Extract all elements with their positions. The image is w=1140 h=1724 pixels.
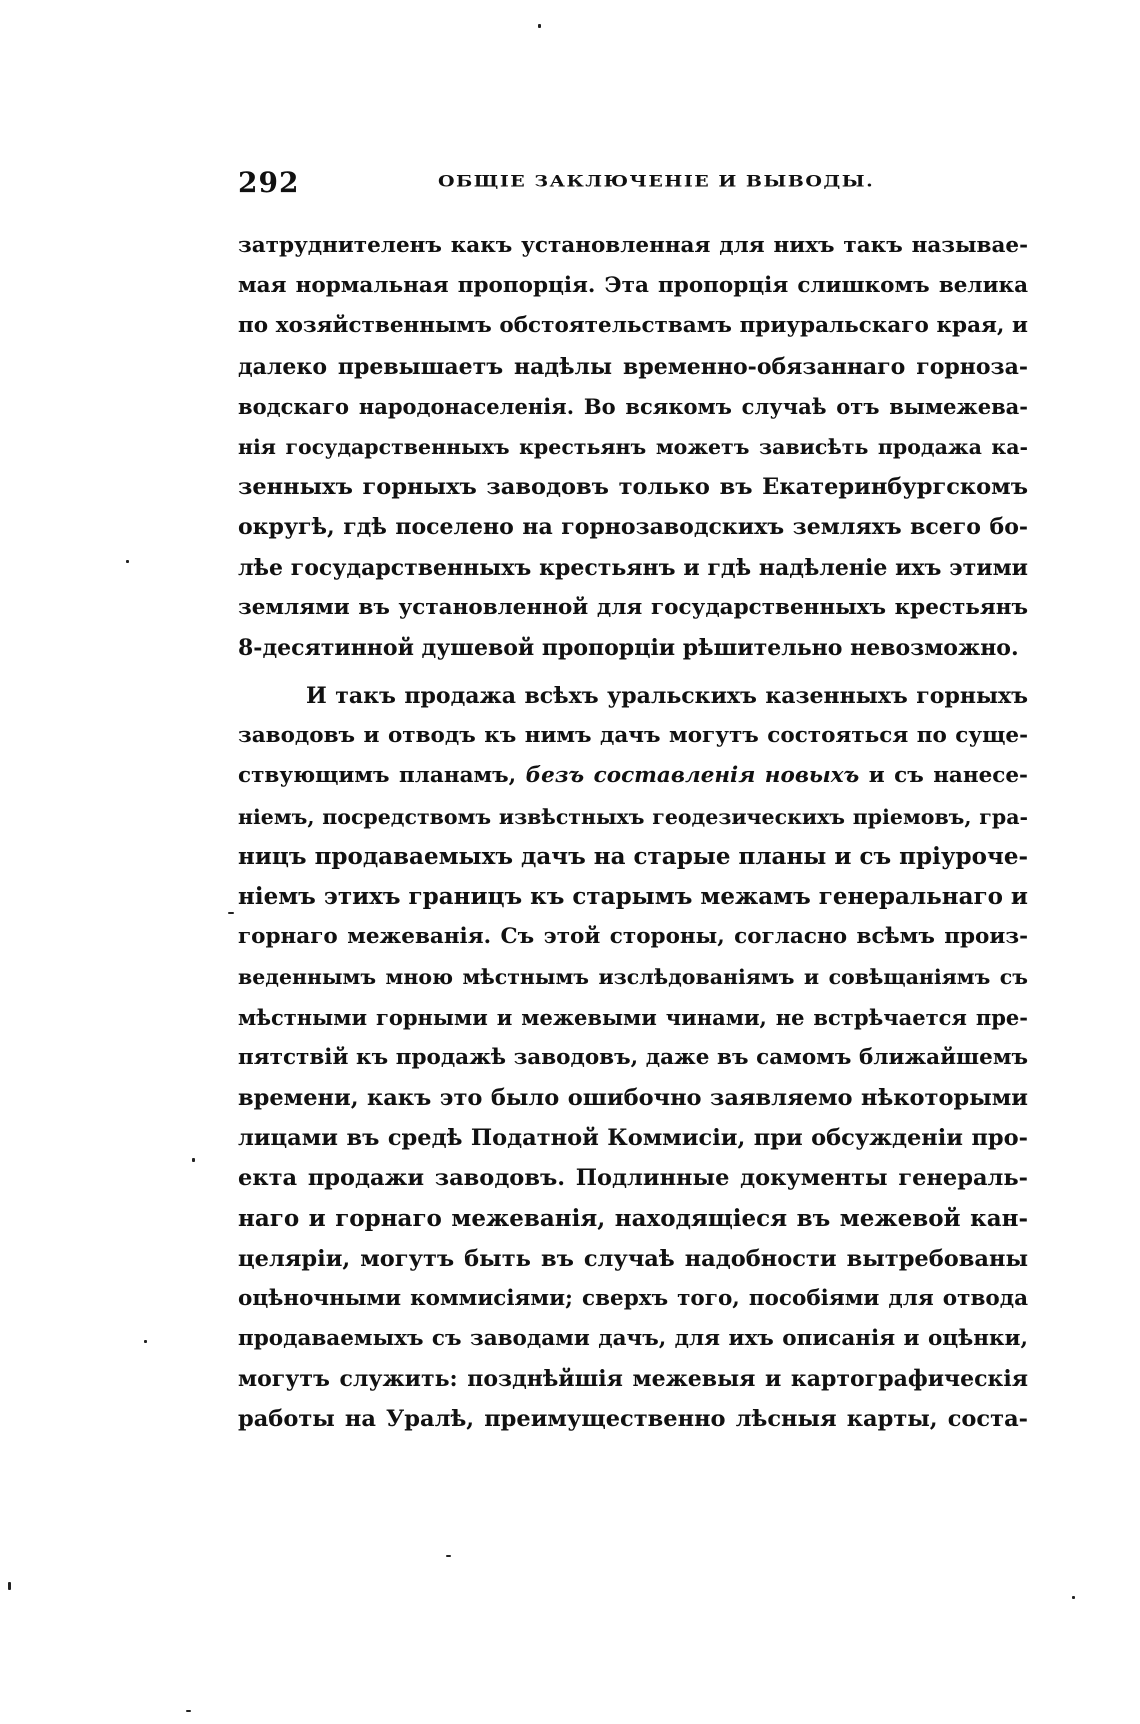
italic-emphasis: безъ составленія новыхъ	[525, 763, 860, 789]
text-line: по хозяйственнымъ обстоятельствамъ приуральскаго края, и	[238, 313, 1028, 339]
text-line: продаваемыхъ съ заводами дачъ, для ихъ описанія и оцѣнки,	[238, 1326, 1028, 1352]
text-line: нія государственныхъ крестьянъ можетъ зависѣть продажа ка-	[238, 434, 1028, 459]
text-line: времени, какъ это было ошибочно заявляемо нѣкоторыми	[238, 1084, 1028, 1111]
paragraph-1	[238, 226, 1028, 668]
text-line: заводовъ и отводъ къ нимъ дачъ могутъ состояться по суще-	[238, 723, 1028, 749]
paragraph-2	[238, 676, 1028, 1440]
running-title: ОБЩІЕ ЗАКЛЮЧЕНІЕ И ВЫВОДЫ.	[438, 172, 875, 191]
text-line: округѣ, гдѣ поселено на горнозаводскихъ земляхъ всего бо-	[238, 514, 1028, 541]
body-text	[238, 226, 1028, 1440]
scan-speck	[186, 1710, 191, 1712]
scan-speck	[144, 1340, 147, 1343]
text-line: лицами въ средѣ Податной Коммисіи, при обсужденіи про-	[238, 1125, 1028, 1152]
text-line: целяріи, могутъ быть въ случаѣ надобности вытребованы	[238, 1245, 1028, 1272]
text-segment: ствующимъ планамъ,	[238, 763, 517, 789]
scan-speck	[446, 1555, 451, 1557]
text-line: ницъ продаваемыхъ дачъ на старые планы и съ пріуроче-	[238, 842, 1028, 870]
text-line: веденнымъ мною мѣстнымъ изслѣдованіямъ и совѣщаніямъ съ	[238, 965, 1028, 990]
text-line: землями въ установленной для государственныхъ крестьянъ	[238, 594, 1028, 620]
paragraph-gap	[238, 668, 1028, 676]
scan-speck	[126, 560, 129, 563]
scan-speck	[538, 24, 541, 28]
text-line: И такъ продажа всѣхъ уральскихъ казенныхъ горныхъ	[306, 683, 1028, 710]
text-line: мѣстными горными и межевыми чинами, не встрѣчается пре-	[238, 1004, 1028, 1030]
text-line: мая нормальная пропорція. Эта пропорція слишкомъ велика	[238, 273, 1028, 299]
text-line: лѣе государственныхъ крестьянъ и гдѣ надѣленіе ихъ этими	[238, 554, 1028, 581]
text-line: екта продажи заводовъ. Подлинные документы генераль-	[238, 1165, 1028, 1192]
scan-speck	[1072, 1596, 1075, 1599]
text-line: пятствій къ продажѣ заводовъ, даже въ самомъ ближайшемъ	[238, 1044, 1028, 1070]
text-line: 8-десятинной душевой пропорціи рѣшительно невозможно.	[238, 634, 1019, 661]
text-line: наго и горнаго межеванія, находящіеся въ межевой кан-	[238, 1204, 1028, 1232]
scan-speck	[228, 912, 234, 914]
page-number: 292	[238, 166, 300, 199]
scan-speck	[8, 1582, 11, 1590]
text-line: затруднителенъ какъ установленная для нихъ такъ называе-	[238, 233, 1028, 258]
page-header	[238, 166, 1028, 206]
text-segment: и съ нанесе-	[868, 763, 1028, 789]
text-line-with-italic	[238, 756, 1028, 796]
text-line: ніемъ, посредствомъ извѣстныхъ геодезическихъ пріемовъ, гра-	[238, 804, 1028, 829]
text-line: горнаго межеванія. Съ этой стороны, согласно всѣмъ произ-	[238, 924, 1028, 950]
text-line: могутъ служить: позднѣйшія межевыя и картографическія	[238, 1366, 1028, 1393]
text-line: ніемъ этихъ границъ къ старымъ межамъ генеральнаго и	[238, 883, 1028, 910]
scan-speck	[192, 1158, 195, 1162]
text-line: далеко превышаетъ надѣлы временно-обязаннаго горноза-	[238, 353, 1028, 380]
text-line: зенныхъ горныхъ заводовъ только въ Екатеринбургскомъ	[238, 474, 1028, 501]
text-line: оцѣночными коммисіями; сверхъ того, пособіями для отвода	[238, 1285, 1028, 1311]
text-line: работы на Уралѣ, преимущественно лѣсныя карты, соста-	[238, 1406, 1028, 1433]
text-line: водскаго народонаселенія. Во всякомъ случаѣ отъ вымежева-	[238, 393, 1028, 419]
